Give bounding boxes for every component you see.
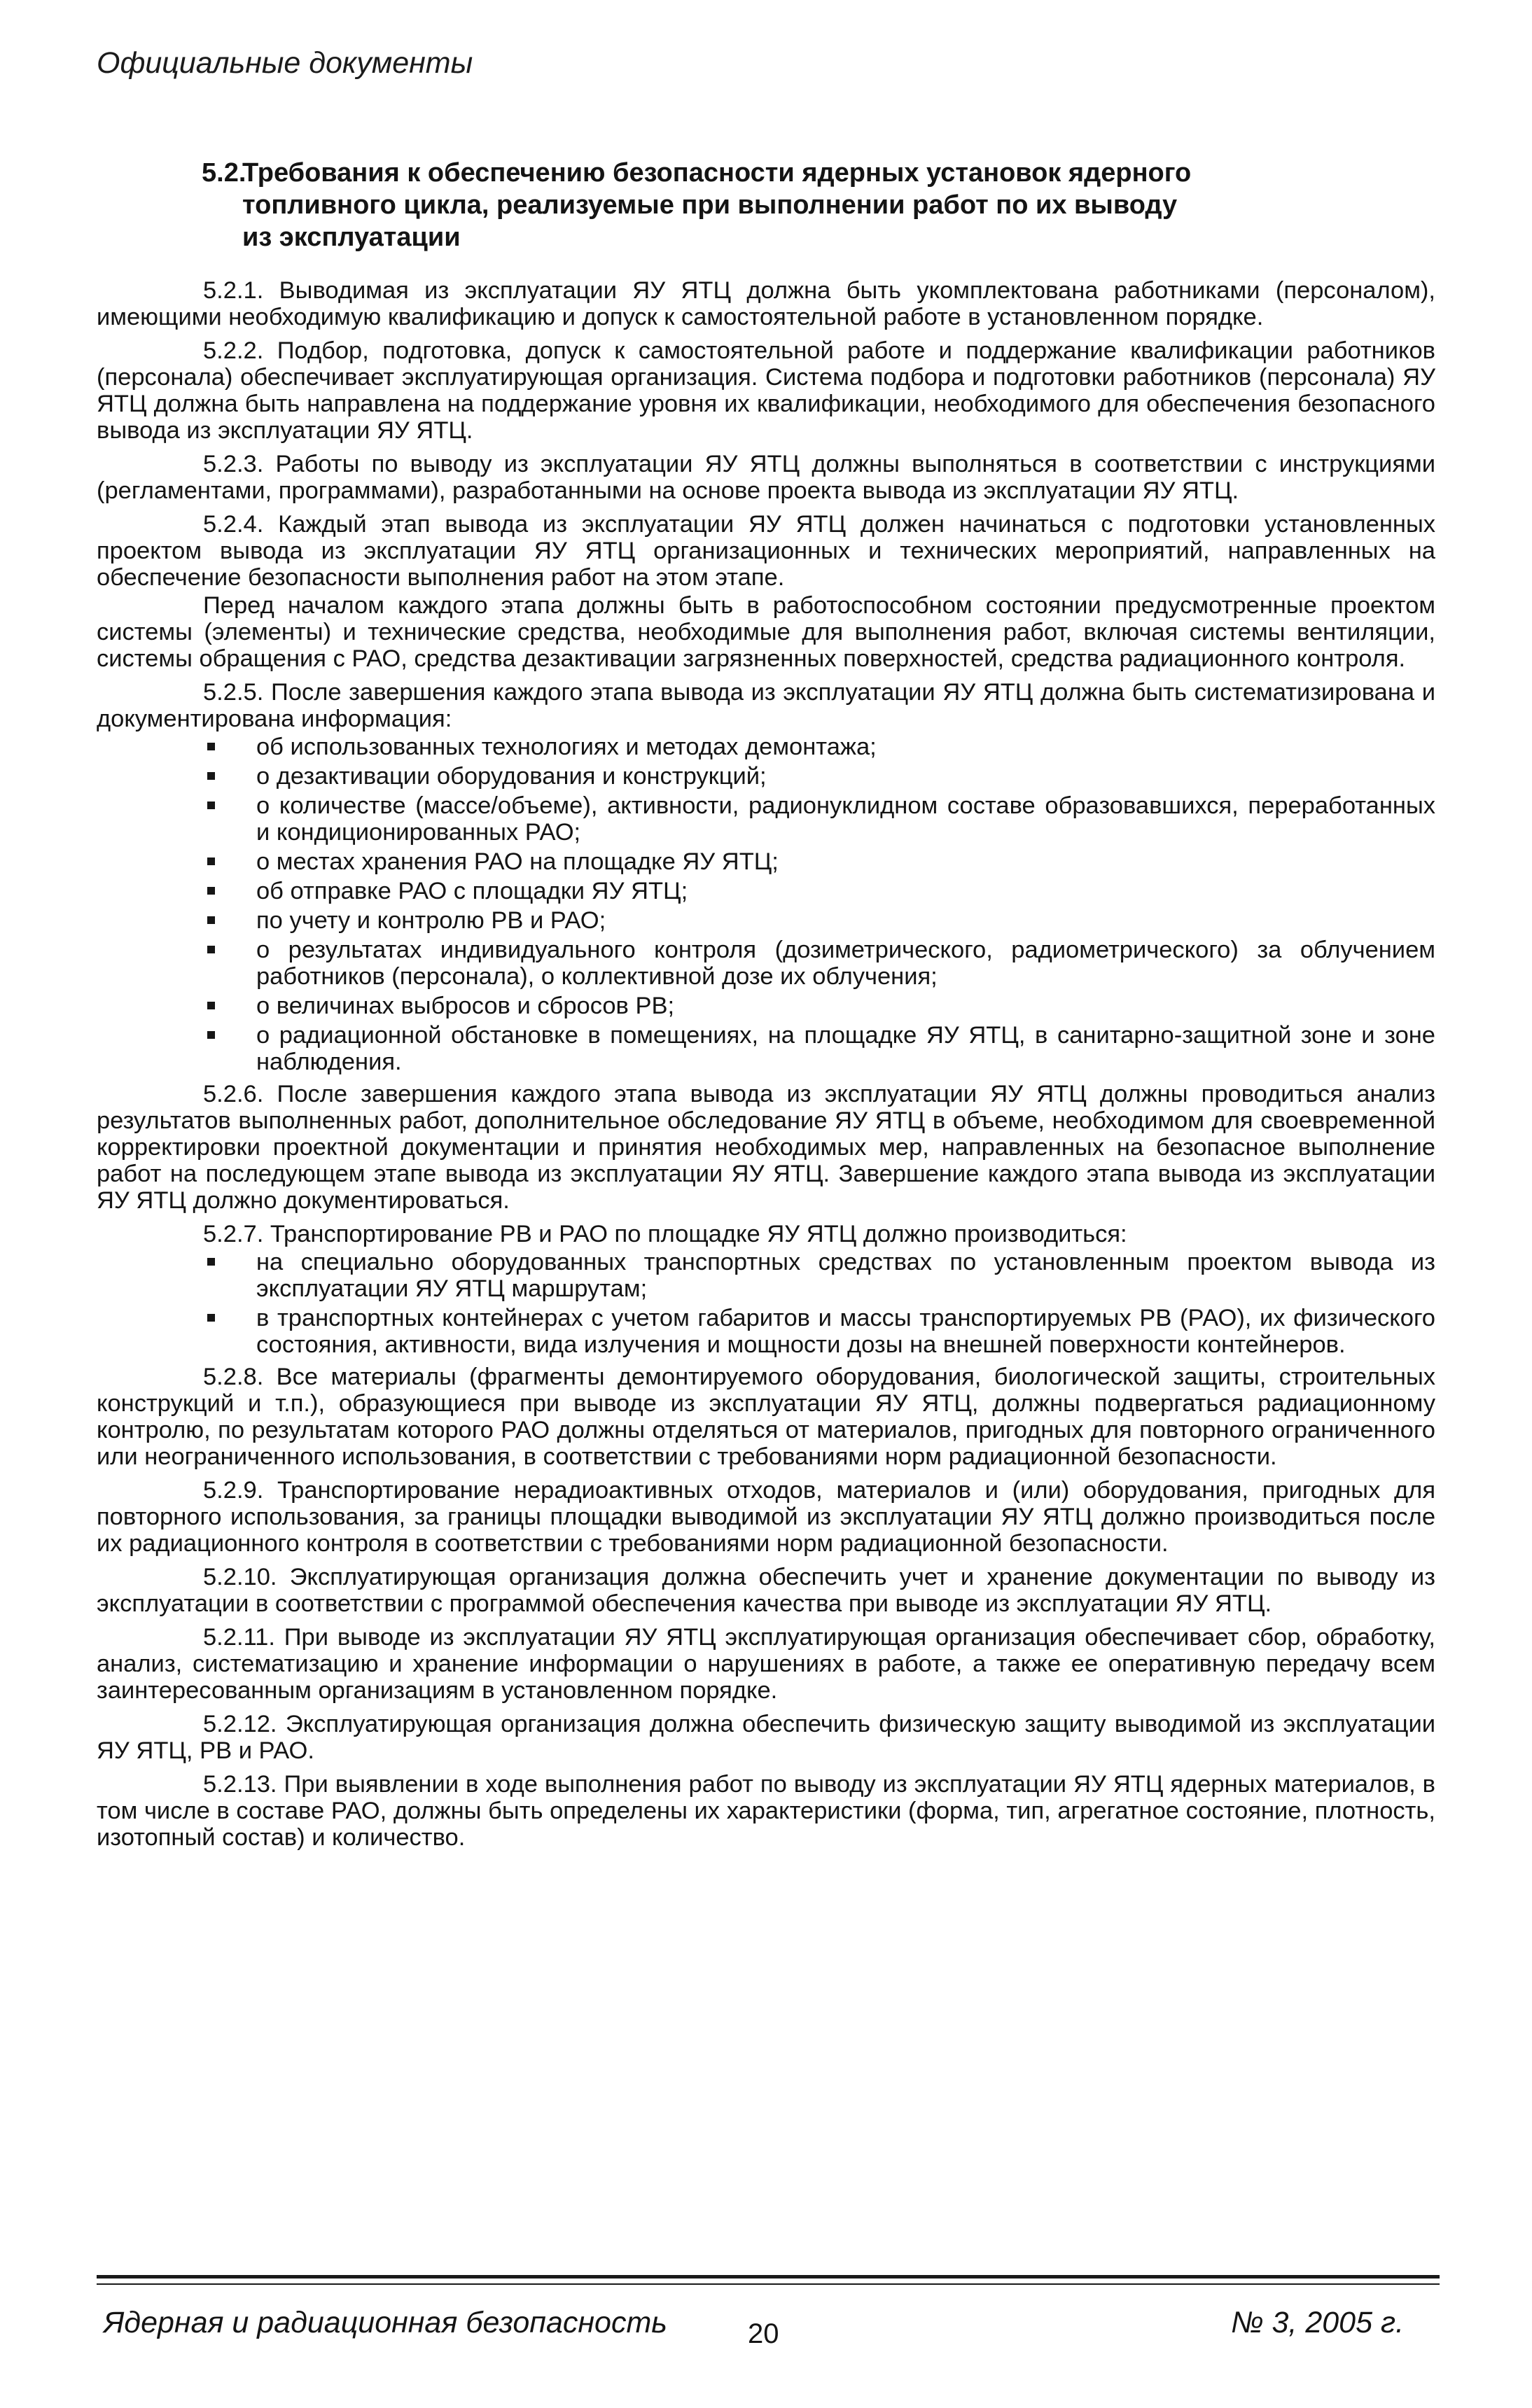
bullet-marker (207, 946, 215, 953)
list-item (97, 907, 1435, 934)
list-item-text: о радиационной обстановке в помещениях, на площадке ЯУ ЯТЦ, в санитарно-защитной зоне и зоне наблюдения. (256, 1022, 1435, 1075)
paragraph: 5.2.5. После завершения каждого этапа вывода из эксплуатации ЯУ ЯТЦ должна быть систематизирована и документирована информация: (97, 679, 1435, 732)
section-number: 5.2. (202, 158, 246, 188)
running-title: Официальные документы (97, 46, 473, 80)
list-item (97, 937, 1435, 990)
bullet-marker (207, 887, 215, 895)
bullet-marker (207, 772, 215, 780)
document-body (97, 277, 1435, 1858)
section-title-line (202, 157, 1294, 189)
list-item-text: о результатах индивидуального контроля (дозиметрического, радиометрического) за облучением работников (персонала), о коллективной дозе их облучения; (256, 937, 1435, 990)
paragraph: 5.2.9. Транспортирование нерадиоактивных отходов, материалов и (или) оборудования, пригодных для повторного использования, за границы площадки выводимой из эксплуатации ЯУ ЯТЦ должно производиться после их радиационного контроля в соответствии с требованиями норм радиационной безопасности. (97, 1477, 1435, 1557)
paragraph: 5.2.3. Работы по выводу из эксплуатации ЯУ ЯТЦ должны выполняться в соответствии с инструкциями (регламентами, программами), разработанными на основе проекта вывода из эксплуатации ЯУ ЯТЦ. (97, 451, 1435, 504)
bullet-list (97, 1249, 1435, 1358)
paragraph: Перед началом каждого этапа должны быть в работоспособном состоянии предусмотренные проектом системы (элементы) и технические средства, необходимые для выполнения работ, включая системы вентиляции, системы обращения с РАО, средства дезактивации загрязненных поверхностей, средства радиационного контроля. (97, 592, 1435, 672)
journal-title: Ядерная и радиационная безопасность (104, 2306, 667, 2339)
list-item (97, 848, 1435, 875)
list-item-text: по учету и контролю РВ и РАО; (256, 907, 606, 934)
bullet-marker (207, 743, 215, 750)
bullet-marker (207, 916, 215, 924)
footer-rule-thick (97, 2275, 1440, 2278)
bullet-marker (207, 1031, 215, 1039)
paragraph: 5.2.4. Каждый этап вывода из эксплуатации ЯУ ЯТЦ должен начинаться с подготовки установленных проектом вывода из эксплуатации ЯУ ЯТЦ организационных и технических мероприятий, направленных на обеспечение безопасности выполнения работ на этом этапе. (97, 511, 1435, 591)
paragraph: 5.2.1. Выводимая из эксплуатации ЯУ ЯТЦ должна быть укомплектована работниками (персоналом), имеющими необходимую квалификацию и допуск к самостоятельной работе в установленном порядке. (97, 277, 1435, 330)
list-item-text: об отправке РАО с площадки ЯУ ЯТЦ; (256, 878, 688, 904)
list-item (97, 1305, 1435, 1358)
list-item-text: об использованных технологиях и методах демонтажа; (256, 734, 877, 760)
page-number: 20 (748, 2318, 779, 2349)
list-item (97, 763, 1435, 790)
bullet-marker (207, 802, 215, 809)
list-item (97, 993, 1435, 1019)
bullet-list (97, 734, 1435, 1075)
list-item (97, 878, 1435, 904)
bullet-marker (207, 1314, 215, 1322)
footer-rule-thin (97, 2283, 1440, 2285)
section-title-line: из эксплуатации (242, 223, 461, 252)
list-item (97, 1022, 1435, 1075)
paragraph: 5.2.7. Транспортирование РВ и РАО по площадке ЯУ ЯТЦ должно производиться: (203, 1221, 1127, 1247)
bullet-marker (207, 1002, 215, 1009)
list-item-text: о величинах выбросов и сбросов РВ; (256, 993, 675, 1019)
paragraph: 5.2.6. После завершения каждого этапа вывода из эксплуатации ЯУ ЯТЦ должны проводиться анализ результатов выполненных работ, дополнительное обследование ЯУ ЯТЦ в объеме, необходимом для своевременной корректировки проектной документации и принятия необходимых мер, направленных на безопасное выполнение работ на последующем этапе вывода из эксплуатации ЯУ ЯТЦ. Завершение каждого этапа вывода из эксплуатации ЯУ ЯТЦ должно документироваться. (97, 1081, 1435, 1214)
list-item-text: о местах хранения РАО на площадке ЯУ ЯТЦ; (256, 848, 779, 875)
paragraph: 5.2.12. Эксплуатирующая организация должна обеспечить физическую защиту выводимой из эксплуатации ЯУ ЯТЦ, РВ и РАО. (97, 1711, 1435, 1764)
bullet-marker (207, 1258, 215, 1266)
paragraph: 5.2.11. При выводе из эксплуатации ЯУ ЯТЦ эксплуатирующая организация обеспечивает сбор, обработку, анализ, систематизацию и хранение информации о нарушениях в работе, а также ее оперативную передачу всем заинтересованным организациям в установленном порядке. (97, 1624, 1435, 1704)
list-item-text: о дезактивации оборудования и конструкций; (256, 763, 767, 790)
list-item (97, 734, 1435, 760)
list-item-text: о количестве (массе/объеме), активности, радионуклидном составе образовавшихся, переработанных и кондиционированных РАО; (256, 792, 1435, 846)
list-item-text: на специально оборудованных транспортных средствах по установленным проектом вывода из эксплуатации ЯУ ЯТЦ маршрутам; (256, 1249, 1435, 1302)
paragraph: 5.2.13. При выявлении в ходе выполнения работ по выводу из эксплуатации ЯУ ЯТЦ ядерных материалов, в том числе в составе РАО, должны быть определены их характеристики (форма, тип, агрегатное состояние, плотность, изотопный состав) и количество. (97, 1771, 1435, 1851)
section-title-text: Требования к обеспечению безопасности ядерных установок ядерного (242, 158, 1192, 188)
paragraph: 5.2.10. Эксплуатирующая организация должна обеспечить учет и хранение документации по выводу из эксплуатации в соответствии с программой обеспечения качества при выводе из эксплуатации ЯУ ЯТЦ. (97, 1564, 1435, 1617)
list-item-text: в транспортных контейнерах с учетом габаритов и массы транспортируемых РВ (РАО), их физического состояния, активности, вида излучения и мощности дозы на внешней поверхности контейнеров. (256, 1305, 1435, 1358)
section-title-line: топливного цикла, реализуемые при выполнении работ по их выводу (242, 190, 1178, 220)
paragraph: 5.2.8. Все материалы (фрагменты демонтируемого оборудования, биологической защиты, строительных конструкций и т.п.), образующиеся при выводе из эксплуатации ЯУ ЯТЦ, должны подвергаться радиационному контролю, по результатам которого РАО должны отделяться от материалов, пригодных для повторного ограниченного или неограниченного использования, в соответствии с требованиями норм радиационной безопасности. (97, 1364, 1435, 1470)
list-item (97, 792, 1435, 846)
paragraph: 5.2.2. Подбор, подготовка, допуск к самостоятельной работе и поддержание квалификации работников (персонала) обеспечивает эксплуатирующая организация. Система подбора и подготовки работников (персонала) ЯУ ЯТЦ должна быть направлена на поддержание уровня их квалификации, необходимого для обеспечения безопасного вывода из эксплуатации ЯУ ЯТЦ. (97, 337, 1435, 444)
issue-number: № 3, 2005 г. (1231, 2306, 1405, 2339)
list-item (97, 1249, 1435, 1302)
bullet-marker (207, 858, 215, 865)
section-title (202, 157, 1294, 253)
